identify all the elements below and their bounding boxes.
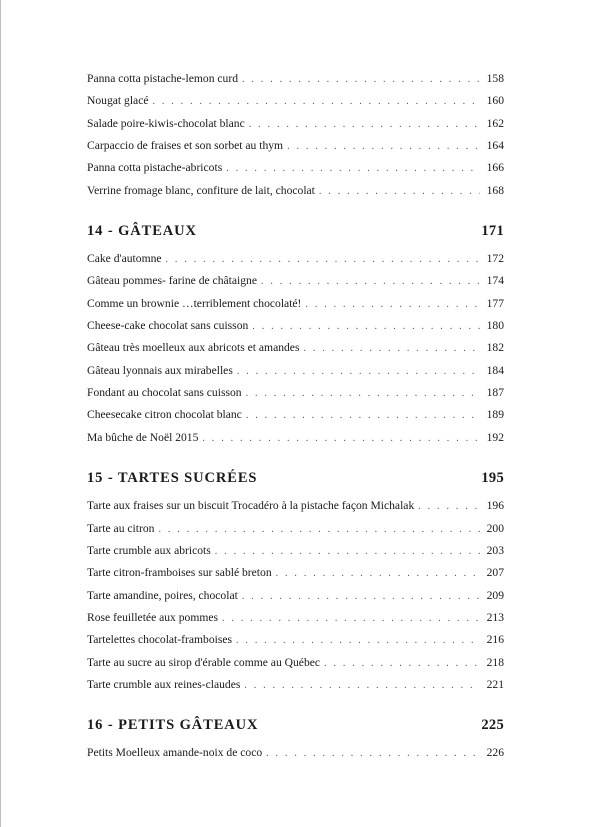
dot-leader xyxy=(266,743,480,765)
dot-leader xyxy=(152,91,480,113)
chapter-title: 15 - TARTES SUCRÉES xyxy=(87,470,258,487)
entry-title: Tarte amandine, poires, chocolat xyxy=(87,588,238,602)
chapter-page: 225 xyxy=(481,717,504,734)
entry-title: Tarte au sucre au sirop d'érable comme au Québec xyxy=(87,655,321,669)
entry-title: Gâteau lyonnais aux mirabelles xyxy=(87,363,233,377)
chapter-entries xyxy=(87,742,504,764)
toc-entry[interactable] xyxy=(87,90,504,112)
dot-leader xyxy=(244,675,480,697)
intro-entries xyxy=(87,68,504,202)
dot-leader xyxy=(303,338,480,360)
entry-title: Cake d'automne xyxy=(87,252,162,266)
entry-page: 189 xyxy=(486,408,504,422)
dot-leader xyxy=(166,249,480,271)
entry-title: Tarte crumble aux abricots xyxy=(87,543,211,557)
entry-page: 200 xyxy=(486,521,504,535)
dot-leader xyxy=(287,136,480,158)
entry-page: 192 xyxy=(486,430,504,444)
chapter-title: 14 - GÂTEAUX xyxy=(87,223,197,240)
toc-entry[interactable] xyxy=(87,607,504,629)
toc-entry[interactable] xyxy=(87,518,504,540)
entry-page: 164 xyxy=(486,139,504,153)
toc-entry[interactable] xyxy=(87,585,504,607)
entry-page: 221 xyxy=(486,677,504,691)
toc-entry[interactable] xyxy=(87,404,504,426)
toc-entry[interactable] xyxy=(87,652,504,674)
dot-leader xyxy=(242,69,480,91)
dot-leader xyxy=(215,541,480,563)
entry-page: 226 xyxy=(486,746,504,760)
entry-title: Gâteau très moelleux aux abricots et amandes xyxy=(87,341,300,355)
entry-title: Nougat glacé xyxy=(87,94,149,108)
entry-page: 174 xyxy=(486,274,504,288)
entry-page: 218 xyxy=(486,655,504,669)
toc-entry[interactable] xyxy=(87,360,504,382)
entry-page: 187 xyxy=(486,386,504,400)
chapter-entries xyxy=(87,495,504,696)
entry-title: Comme un brownie …terriblement chocolaté! xyxy=(87,296,302,310)
dot-leader xyxy=(246,405,480,427)
entry-page: 166 xyxy=(486,161,504,175)
dot-leader xyxy=(242,586,480,608)
chapter-heading[interactable] xyxy=(87,714,504,736)
entry-page: 158 xyxy=(486,72,504,85)
toc-entry[interactable] xyxy=(87,382,504,404)
dot-leader xyxy=(226,158,480,180)
entry-page: 196 xyxy=(486,499,504,513)
toc-entry[interactable] xyxy=(87,293,504,315)
entry-page: 182 xyxy=(486,341,504,355)
entry-title: Petits Moelleux amande-noix de coco xyxy=(87,746,263,760)
entry-page: 168 xyxy=(486,183,504,197)
entry-title: Salade poire-kiwis-chocolat blanc xyxy=(87,116,245,130)
toc-entry[interactable] xyxy=(87,180,504,202)
toc-entry[interactable] xyxy=(87,270,504,292)
entry-title: Panna cotta pistache-lemon curd xyxy=(87,72,238,85)
entry-title: Tarte citron-framboises sur sablé breton xyxy=(87,566,272,580)
toc-entry[interactable] xyxy=(87,135,504,157)
dot-leader xyxy=(222,608,480,630)
entry-title: Panna cotta pistache-abricots xyxy=(87,161,223,175)
entry-page: 216 xyxy=(486,633,504,647)
entry-page: 162 xyxy=(486,116,504,130)
toc-entry[interactable] xyxy=(87,674,504,696)
toc-entry[interactable] xyxy=(87,68,504,90)
entry-title: Tarte aux fraises sur un biscuit Trocadéro à la pistache façon Michalak xyxy=(87,499,415,513)
toc-entry[interactable] xyxy=(87,157,504,179)
dot-leader xyxy=(324,653,480,675)
toc-entry[interactable] xyxy=(87,337,504,359)
entry-title: Fondant au chocolat sans cuisson xyxy=(87,386,242,400)
toc-entry[interactable] xyxy=(87,629,504,651)
entry-page: 177 xyxy=(486,296,504,310)
dot-leader xyxy=(237,361,480,383)
dot-leader xyxy=(418,496,480,518)
entry-title: Tarte au citron xyxy=(87,521,155,535)
dot-leader xyxy=(246,383,480,405)
entry-title: Verrine fromage blanc, confiture de lait, chocolat xyxy=(87,183,315,197)
dot-leader xyxy=(276,563,480,585)
dot-leader xyxy=(236,630,480,652)
toc-entry[interactable] xyxy=(87,495,504,517)
entry-title: Ma bûche de Noël 2015 xyxy=(87,430,199,444)
dot-leader xyxy=(202,428,480,450)
entry-title: Cheesecake citron chocolat blanc xyxy=(87,408,242,422)
dot-leader xyxy=(319,181,480,203)
entry-title: Rose feuilletée aux pommes xyxy=(87,610,219,624)
entry-title: Gâteau pommes- farine de châtaigne xyxy=(87,274,257,288)
entry-page: 209 xyxy=(486,588,504,602)
toc-entry[interactable] xyxy=(87,540,504,562)
toc-entry[interactable] xyxy=(87,427,504,449)
chapter-page: 195 xyxy=(481,470,504,487)
page-edge xyxy=(0,0,1,827)
entry-page: 172 xyxy=(486,252,504,266)
chapter-heading[interactable] xyxy=(87,467,504,489)
chapter-page: 171 xyxy=(481,223,504,240)
chapter-heading[interactable] xyxy=(87,220,504,242)
entry-page: 203 xyxy=(486,543,504,557)
table-of-contents xyxy=(87,68,504,765)
toc-entry[interactable] xyxy=(87,248,504,270)
dot-leader xyxy=(261,271,480,293)
dot-leader xyxy=(305,294,480,316)
dot-leader xyxy=(158,519,480,541)
entry-title: Tarte crumble aux reines-claudes xyxy=(87,677,241,691)
dot-leader xyxy=(249,114,480,136)
dot-leader xyxy=(252,316,480,338)
entry-page: 180 xyxy=(486,319,504,333)
entry-title: Cheese-cake chocolat sans cuisson xyxy=(87,319,249,333)
toc-entry[interactable] xyxy=(87,562,504,584)
toc-entry[interactable] xyxy=(87,742,504,764)
entry-title: Carpaccio de fraises et son sorbet au thym xyxy=(87,139,284,153)
entry-page: 207 xyxy=(486,566,504,580)
entry-title: Tartelettes chocolat-framboises xyxy=(87,633,233,647)
entry-page: 160 xyxy=(486,94,504,108)
toc-entry[interactable] xyxy=(87,315,504,337)
chapter-entries xyxy=(87,248,504,449)
entry-page: 184 xyxy=(486,363,504,377)
toc-entry[interactable] xyxy=(87,113,504,135)
entry-page: 213 xyxy=(486,610,504,624)
chapter-title: 16 - PETITS GÂTEAUX xyxy=(87,717,259,734)
